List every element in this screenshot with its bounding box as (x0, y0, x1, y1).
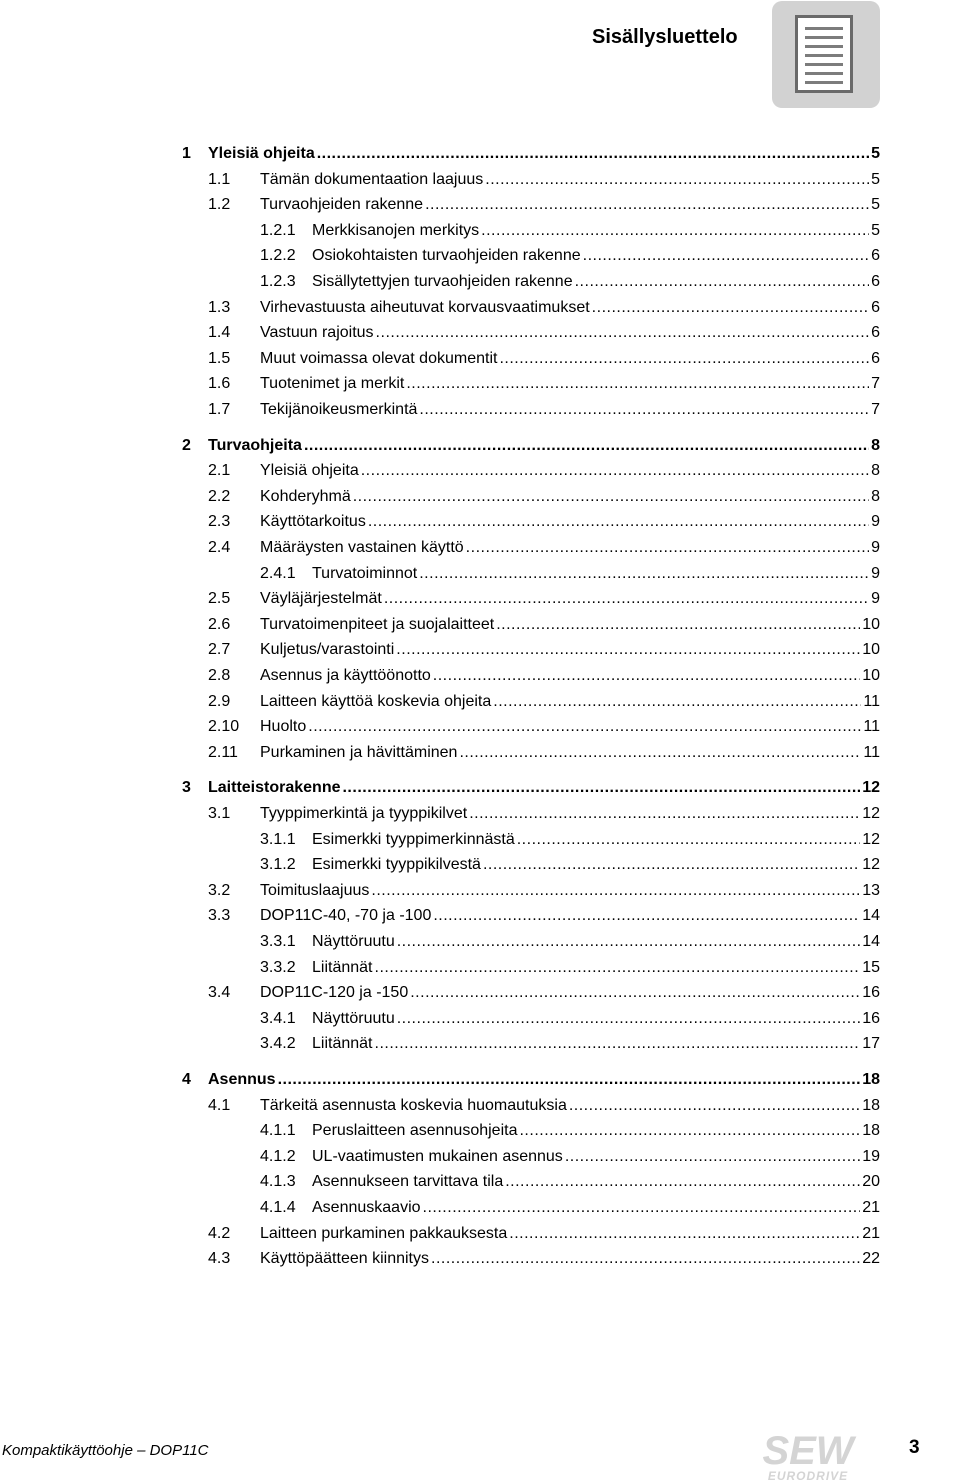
toc-entry[interactable] (0, 537, 960, 559)
toc-dot-leader (565, 1146, 860, 1168)
toc-entry-number: 1.7 (208, 401, 231, 418)
toc-entry-page: 18 (862, 1071, 880, 1088)
toc-entry[interactable] (0, 905, 960, 927)
toc-entry-number: 3.3 (208, 907, 231, 925)
toc-entry[interactable] (0, 803, 960, 825)
toc-entry-title: Käyttöpäätteen kiinnitys (260, 1250, 429, 1268)
toc-dot-leader (304, 435, 869, 457)
toc-dot-leader (361, 460, 869, 482)
toc-entry-number: 3.1.2 (260, 856, 296, 874)
toc-entry-page: 21 (862, 1199, 880, 1216)
toc-entry-page: 15 (862, 958, 880, 976)
toc-entry[interactable] (0, 614, 960, 636)
toc-entry-title: Kohderyhmä (260, 487, 351, 505)
toc-entry-number: 1.3 (208, 298, 231, 316)
toc-dot-leader (496, 614, 860, 636)
toc-entry-title: Laitteistorakenne (208, 779, 341, 797)
toc-entry-number: 1.1 (208, 170, 231, 188)
toc-entry-number: 3.4.2 (260, 1035, 296, 1053)
toc-entry-page: 8 (871, 462, 880, 480)
toc-entry-number: 2.10 (208, 718, 240, 736)
toc-entry-title: Liitännät (312, 1035, 373, 1053)
toc-entry-number: 3.2 (208, 881, 231, 899)
toc-entry[interactable] (0, 143, 960, 165)
toc-entry[interactable] (0, 245, 960, 267)
toc-dot-leader (433, 905, 860, 927)
toc-dot-leader (396, 639, 860, 661)
toc-entry-number: 2.1 (208, 462, 231, 480)
toc-entry-title: Turvaohjeiden rakenne (260, 196, 424, 214)
toc-entry[interactable] (0, 957, 960, 979)
toc-dot-leader (353, 486, 869, 508)
toc-entry-title: Purkaminen ja hävittäminen (260, 743, 458, 761)
toc-entry-page: 6 (871, 349, 880, 367)
toc-dot-leader (375, 957, 861, 979)
toc-entry-page: 10 (862, 615, 880, 633)
toc-entry[interactable] (0, 1095, 960, 1117)
toc-dot-leader (308, 716, 861, 738)
toc-entry-title: Turvatoimenpiteet ja suojalaitteet (260, 615, 495, 633)
logo-sub-text: EURODRIVE (767, 1469, 849, 1482)
toc-dot-leader (517, 829, 860, 851)
toc-entry-number: 2.2 (208, 487, 231, 505)
toc-entry[interactable] (0, 1146, 960, 1168)
toc-entry[interactable] (0, 639, 960, 661)
toc-entry-page: 6 (871, 247, 880, 265)
toc-entry-title: Osiokohtaisten turvaohjeiden rakenne (312, 247, 581, 265)
toc-entry-page: 17 (862, 1035, 880, 1053)
toc-entry-page: 5 (871, 145, 880, 162)
toc-entry-title: Yleisiä ohjeita (208, 145, 315, 162)
toc-entry[interactable] (0, 563, 960, 585)
toc-entry-page: 14 (862, 933, 880, 950)
toc-entry-number: 1 (182, 145, 191, 162)
toc-entry-number: 3.1.1 (260, 830, 296, 848)
toc-entry-number: 2.8 (208, 667, 231, 684)
toc-entry-number: 2.4.1 (260, 564, 296, 582)
toc-dot-leader (371, 880, 860, 902)
toc-entry[interactable] (0, 511, 960, 533)
toc-entry-page: 22 (862, 1250, 880, 1268)
toc-dot-leader (397, 931, 860, 953)
toc-entry[interactable] (0, 665, 960, 687)
toc-entry-number: 1.2 (208, 196, 231, 214)
toc-entry-number: 3.3.1 (260, 933, 296, 950)
toc-dot-leader (499, 348, 869, 370)
toc-entry-title: Määräysten vastainen käyttö (260, 539, 464, 556)
toc-entry-title: Tämän dokumentaation laajuus (260, 170, 484, 188)
document-icon (772, 1, 880, 108)
toc-dot-leader (419, 399, 869, 421)
toc-entry-title: Esimerkki tyyppikilvestä (312, 856, 481, 874)
toc-entry-title: Muut voimassa olevat dokumentit (260, 349, 498, 367)
toc-entry-title: DOP11C-40, -70 ja -100 (260, 907, 432, 925)
toc-entry-page: 9 (871, 539, 880, 556)
toc-entry-page: 8 (871, 487, 880, 505)
footer-document-title: Kompaktikäyttöohje – DOP11C (2, 1442, 209, 1459)
toc-entry-title: UL-vaatimusten mukainen asennus (312, 1147, 563, 1165)
toc-entry-number: 3.4.1 (260, 1009, 296, 1027)
toc-entry[interactable] (0, 486, 960, 508)
toc-entry-title: Väyläjärjestelmät (260, 590, 382, 608)
toc-entry-page: 5 (871, 170, 880, 188)
toc-entry-number: 4.1.4 (260, 1199, 296, 1216)
toc-entry-page: 11 (863, 718, 880, 736)
toc-dot-leader (342, 777, 860, 799)
toc-dot-leader (368, 511, 869, 533)
toc-entry-title: Yleisiä ohjeita (260, 462, 359, 480)
toc-entry-page: 16 (862, 984, 880, 1002)
toc-entry-number: 1.5 (208, 349, 231, 367)
page-number: 3 (909, 1437, 920, 1458)
toc-dot-leader (592, 297, 869, 319)
toc-dot-leader (278, 1069, 861, 1091)
toc-entry[interactable] (0, 194, 960, 216)
toc-entry-page: 9 (871, 564, 880, 582)
toc-dot-leader (575, 271, 869, 293)
toc-dot-leader (406, 373, 869, 395)
toc-entry-title: Laitteen käyttöä koskevia ohjeita (260, 692, 492, 710)
toc-dot-leader (419, 563, 869, 585)
toc-entry-title: Laitteen purkaminen pakkauksesta (260, 1224, 508, 1242)
toc-entry-title: Merkkisanojen merkitys (312, 221, 480, 239)
toc-entry-number: 3.4 (208, 984, 231, 1002)
toc-entry-number: 4.1.2 (260, 1147, 296, 1165)
toc-entry-number: 4.1.1 (260, 1122, 296, 1140)
toc-entry[interactable] (0, 588, 960, 610)
toc-entry-title: Asennus (208, 1071, 276, 1088)
toc-entry-number: 4.2 (208, 1224, 231, 1242)
toc-dot-leader (431, 1248, 860, 1270)
toc-entry-title: Näyttöruutu (312, 1009, 395, 1027)
toc-entry-page: 19 (862, 1147, 880, 1165)
toc-entry-title: Virhevastuusta aiheutuvat korvausvaatimukset (260, 298, 590, 316)
toc-entry-page: 11 (863, 743, 880, 761)
toc-entry-page: 7 (871, 401, 880, 418)
toc-entry[interactable] (0, 271, 960, 293)
toc-entry-page: 5 (871, 196, 880, 214)
toc-entry-page: 12 (862, 805, 880, 822)
toc-entry[interactable] (0, 373, 960, 395)
toc-entry-page: 6 (871, 273, 880, 290)
toc-entry-page: 6 (871, 298, 880, 316)
toc-dot-leader (583, 245, 869, 267)
toc-entry-title: Tyyppimerkintä ja tyyppikilvet (260, 805, 468, 822)
toc-entry[interactable] (0, 1008, 960, 1030)
toc-entry[interactable] (0, 982, 960, 1004)
toc-entry-title: Tuotenimet ja merkit (260, 375, 405, 393)
toc-entry-number: 3 (182, 779, 191, 797)
toc-entry-title: Huolto (260, 718, 307, 736)
toc-entry-page: 21 (862, 1224, 880, 1242)
toc-entry[interactable] (0, 1033, 960, 1055)
toc-entry-title: Peruslaitteen asennusohjeita (312, 1122, 518, 1140)
toc-entry-title: Asennus ja käyttöönotto (260, 667, 431, 684)
toc-entry-title: Vastuun rajoitus (260, 324, 374, 342)
toc-dot-leader (481, 220, 869, 242)
toc-entry[interactable] (0, 1120, 960, 1142)
logo-main-text: SEW (762, 1430, 854, 1473)
toc-entry-title: Sisällytettyjen turvaohjeiden rakenne (312, 273, 573, 290)
toc-entry-page: 20 (862, 1173, 880, 1191)
toc-dot-leader (519, 1120, 860, 1142)
toc-entry-page: 18 (862, 1096, 880, 1114)
toc-entry-number: 2.4 (208, 539, 231, 556)
toc-entry-number: 2.7 (208, 641, 231, 659)
toc-entry-title: DOP11C-120 ja -150 (260, 984, 409, 1002)
toc-entry[interactable] (0, 1069, 960, 1091)
toc-entry-title: Asennuskaavio (312, 1199, 421, 1216)
toc-entry[interactable] (0, 854, 960, 876)
toc-entry-page: 10 (862, 641, 880, 659)
toc-entry-title: Turvatoiminnot (312, 564, 418, 582)
toc-entry-number: 1.2.2 (260, 247, 296, 265)
toc-entry-page: 12 (862, 830, 880, 848)
toc-dot-leader (397, 1008, 860, 1030)
toc-entry[interactable] (0, 829, 960, 851)
toc-entry-number: 1.2.3 (260, 273, 296, 290)
toc-entry-page: 16 (862, 1009, 880, 1027)
toc-entry-page: 7 (871, 375, 880, 393)
toc-dot-leader (505, 1171, 860, 1193)
toc-entry-number: 2.9 (208, 692, 231, 710)
toc-entry-title: Kuljetus/varastointi (260, 641, 395, 659)
toc-entry-number: 4.1.3 (260, 1173, 296, 1191)
toc-dot-leader (423, 1197, 861, 1219)
toc-entry-page: 9 (871, 513, 880, 531)
toc-entry-title: Näyttöruutu (312, 933, 395, 950)
toc-dot-leader (483, 854, 860, 876)
toc-dot-leader (425, 194, 869, 216)
toc-entry[interactable] (0, 220, 960, 242)
toc-dot-leader (569, 1095, 860, 1117)
toc-entry[interactable] (0, 742, 960, 764)
sew-eurodrive-logo (752, 1430, 864, 1482)
toc-entry-page: 8 (871, 436, 880, 454)
toc-dot-leader (433, 665, 860, 687)
toc-entry-number: 2.11 (208, 743, 238, 761)
toc-dot-leader (485, 169, 869, 191)
toc-entry-page: 12 (862, 779, 880, 797)
toc-entry-title: Tekijänoikeusmerkintä (260, 401, 418, 418)
toc-entry-title: Liitännät (312, 958, 373, 976)
toc-entry[interactable] (0, 716, 960, 738)
toc-dot-leader (466, 537, 869, 559)
toc-entry[interactable] (0, 777, 960, 799)
toc-entry[interactable] (0, 348, 960, 370)
toc-entry-page: 11 (863, 692, 880, 710)
toc-entry[interactable] (0, 880, 960, 902)
toc-dot-leader (469, 803, 860, 825)
document-icon-page (795, 15, 853, 93)
toc-entry[interactable] (0, 1223, 960, 1245)
toc-dot-leader (384, 588, 869, 610)
toc-entry[interactable] (0, 1248, 960, 1270)
toc-dot-leader (493, 691, 861, 713)
toc-dot-leader (317, 143, 869, 165)
toc-entry-number: 4.3 (208, 1250, 231, 1268)
toc-entry[interactable] (0, 1171, 960, 1193)
toc-entry-number: 4 (182, 1071, 191, 1088)
toc-entry[interactable] (0, 435, 960, 457)
toc-entry[interactable] (0, 460, 960, 482)
toc-entry-number: 1.4 (208, 324, 231, 342)
toc-entry-number: 2 (182, 436, 191, 454)
toc-entry[interactable] (0, 931, 960, 953)
toc-entry-page: 18 (862, 1122, 880, 1140)
toc-entry-page: 13 (862, 881, 880, 899)
toc-entry-number: 2.6 (208, 615, 231, 633)
toc-entry-page: 12 (862, 856, 880, 874)
toc-entry-number: 4.1 (208, 1096, 231, 1114)
toc-entry[interactable] (0, 399, 960, 421)
toc-entry-title: Toimituslaajuus (260, 881, 370, 899)
toc-entry-number: 2.3 (208, 513, 231, 531)
toc-entry-title: Asennukseen tarvittava tila (312, 1173, 504, 1191)
toc-dot-leader (459, 742, 861, 764)
toc-dot-leader (509, 1223, 860, 1245)
toc-entry-title: Esimerkki tyyppimerkinnästä (312, 830, 515, 848)
toc-dot-leader (410, 982, 860, 1004)
toc-entry-number: 1.6 (208, 375, 231, 393)
toc-dot-leader (376, 322, 870, 344)
toc-entry-title: Tärkeitä asennusta koskevia huomautuksia (260, 1096, 567, 1114)
toc-entry-number: 2.5 (208, 590, 231, 608)
toc-entry-page: 6 (871, 324, 880, 342)
toc-entry-number: 3.3.2 (260, 958, 296, 976)
toc-entry-title: Turvaohjeita (208, 436, 302, 454)
toc-entry[interactable] (0, 691, 960, 713)
toc-entry-page: 14 (862, 907, 880, 925)
toc-entry[interactable] (0, 322, 960, 344)
toc-entry-number: 1.2.1 (260, 221, 296, 239)
page-title: Sisällysluettelo (592, 26, 738, 48)
toc-entry-number: 3.1 (208, 805, 231, 822)
toc-dot-leader (375, 1033, 861, 1055)
toc-entry[interactable] (0, 169, 960, 191)
toc-entry-page: 9 (871, 590, 880, 608)
toc-entry[interactable] (0, 297, 960, 319)
toc-entry-page: 10 (862, 667, 880, 684)
toc-entry-page: 5 (871, 221, 880, 239)
toc-entry-title: Käyttötarkoitus (260, 513, 366, 531)
toc-entry[interactable] (0, 1197, 960, 1219)
